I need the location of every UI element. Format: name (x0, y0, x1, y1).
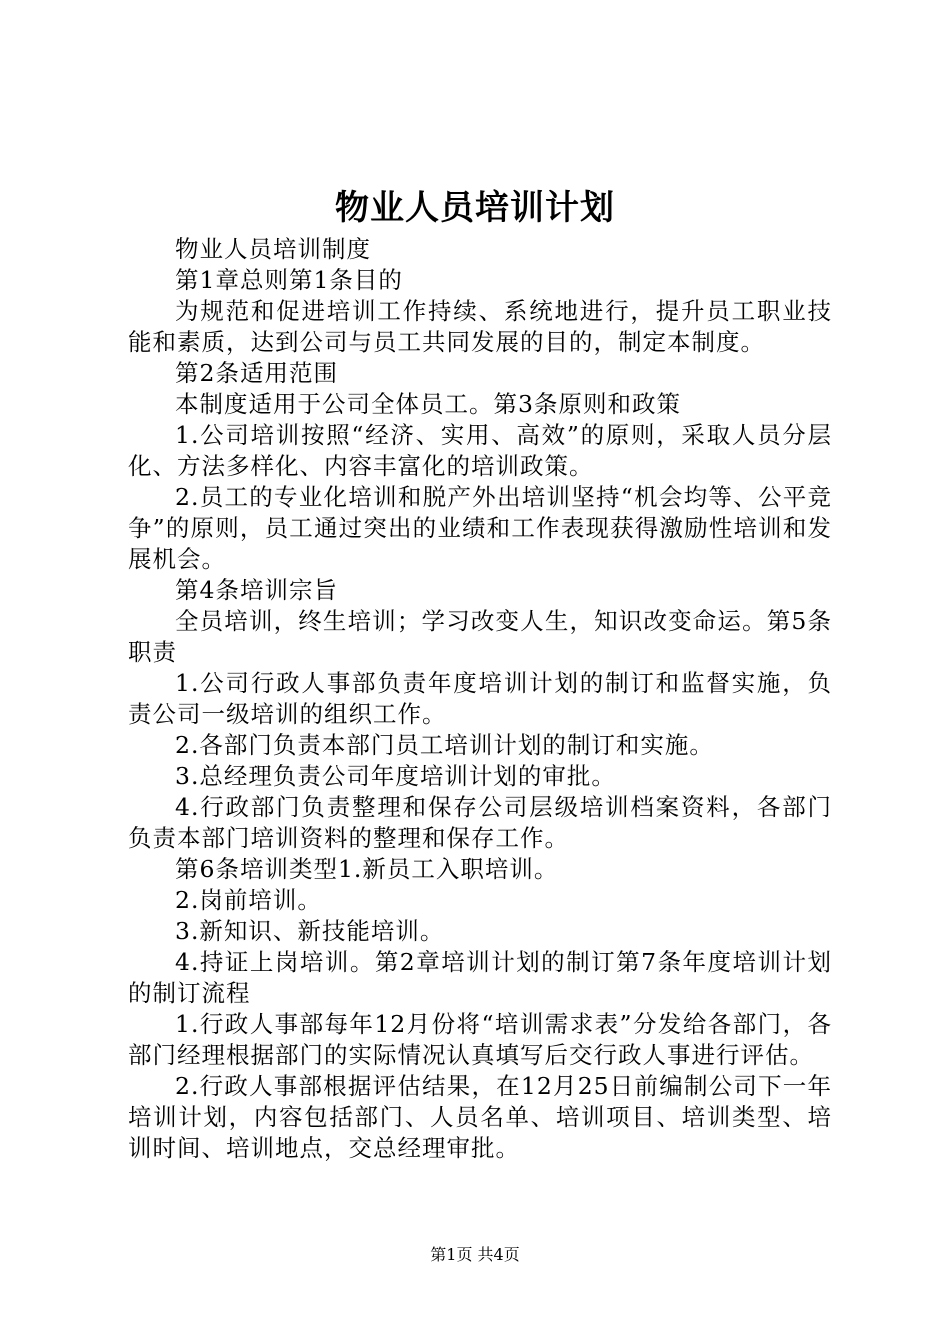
paragraph: 第1章总则第1条目的 (175, 266, 403, 294)
paragraph: 4.行政部门负责整理和保存公司层级培训档案资料，各部门负责本部门培训资料的整理和保存工作。 (128, 793, 832, 852)
paragraph: 全员培训，终生培训；学习改变人生，知识改变命运。第5条职责 (128, 607, 832, 666)
paragraph: 第6条培训类型1.新员工入职培训。 (175, 855, 559, 883)
document-body (128, 234, 832, 1164)
page-footer: 第1页 共4页 (430, 1245, 520, 1264)
paragraph: 1.公司行政人事部负责年度培训计划的制订和监督实施，负责公司一级培训的组织工作。 (128, 669, 832, 728)
paragraph: 物业人员培训制度 (175, 235, 371, 263)
paragraph: 4.持证上岗培训。第2章培训计划的制订第7条年度培训计划的制订流程 (128, 948, 832, 1007)
paragraph: 第2条适用范围 (175, 359, 338, 387)
paragraph: 3.总经理负责公司年度培训计划的审批。 (175, 762, 616, 790)
paragraph: 3.新知识、新技能培训。 (175, 917, 445, 945)
paragraph: 第4条培训宗旨 (175, 576, 338, 604)
document-title: 物业人员培训计划 (335, 188, 615, 228)
paragraph: 本制度适用于公司全体员工。第3条原则和政策 (175, 390, 681, 418)
paragraph: 2.员工的专业化培训和脱产外出培训坚持“机会均等、公平竞争”的原则，员工通过突出的业绩和工作表现获得激励性培训和发展机会。 (128, 483, 832, 573)
paragraph: 为规范和促进培训工作持续、系统地进行，提升员工职业技能和素质，达到公司与员工共同发展的目的，制定本制度。 (128, 297, 832, 356)
paragraph: 2.岗前培训。 (175, 886, 322, 914)
paragraph: 1.公司培训按照“经济、实用、高效”的原则，采取人员分层化、方法多样化、内容丰富化的培训政策。 (128, 421, 832, 480)
paragraph: 2.各部门负责本部门员工培训计划的制订和实施。 (175, 731, 714, 759)
paragraph: 2.行政人事部根据评估结果，在12月25日前编制公司下一年培训计划，内容包括部门、人员名单、培训项目、培训类型、培训时间、培训地点，交总经理审批。 (128, 1072, 832, 1162)
paragraph: 1.行政人事部每年12月份将“培训需求表”分发给各部门，各部门经理根据部门的实际情况认真填写后交行政人事进行评估。 (128, 1010, 832, 1069)
